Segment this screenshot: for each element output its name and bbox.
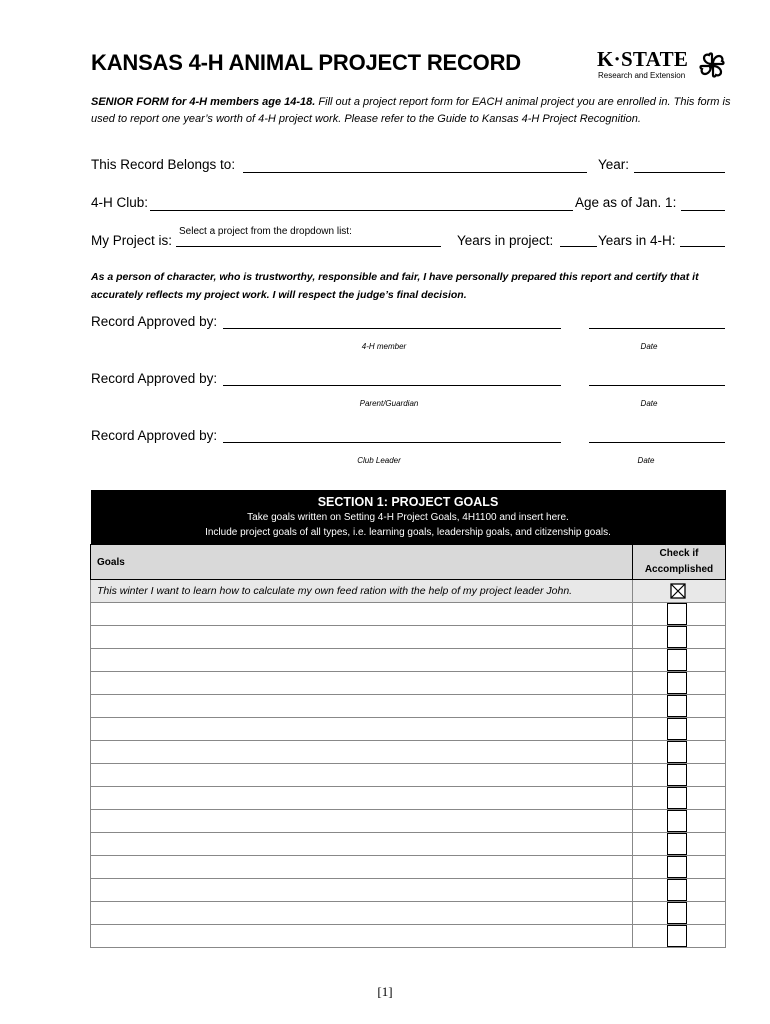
goal-input-cell[interactable] — [91, 925, 633, 948]
clover-icon — [698, 51, 726, 79]
check-cell — [633, 718, 726, 741]
approval-signature-parent[interactable] — [223, 385, 561, 386]
accomplished-checkbox[interactable] — [667, 649, 687, 671]
project-goals-table — [90, 490, 726, 948]
goal-input-cell[interactable] — [91, 695, 633, 718]
section-header — [91, 490, 726, 545]
table-row — [91, 649, 726, 672]
goal-input-cell[interactable] — [91, 764, 633, 787]
check-cell — [633, 810, 726, 833]
goals-column-header: Goals — [91, 545, 633, 580]
table-row — [91, 741, 726, 764]
check-cell — [633, 603, 726, 626]
goal-input-cell[interactable] — [91, 626, 633, 649]
goal-input-cell[interactable] — [91, 879, 633, 902]
check-cell — [633, 764, 726, 787]
approval-date-caption-leader: Date — [637, 456, 655, 465]
goal-input-cell[interactable] — [91, 672, 633, 695]
table-row — [91, 672, 726, 695]
goal-input-cell[interactable] — [91, 741, 633, 764]
section-instruction-2: Include project goals of all types, i.e. learning goals, leadership goals, and citizenship goals. — [205, 527, 611, 538]
section-instruction-1: Take goals written on Setting 4-H Project Goals, 4H1100 and insert here. — [247, 512, 569, 523]
record-belongs-label: This Record Belongs to: — [91, 157, 236, 172]
kstate-logo — [597, 47, 727, 83]
approval-caption-leader: Club Leader — [357, 456, 401, 465]
empty-goal-rows — [91, 603, 726, 948]
goal-input-cell[interactable] — [91, 902, 633, 925]
accomplished-checkbox[interactable] — [667, 879, 687, 901]
table-row — [91, 925, 726, 948]
years-in-4h-input[interactable] — [680, 246, 725, 247]
check-cell — [633, 925, 726, 948]
check-cell — [633, 879, 726, 902]
intro-bold: SENIOR FORM for 4-H members age 14-18. — [91, 96, 316, 108]
table-row — [91, 810, 726, 833]
check-cell — [633, 580, 726, 603]
logo-text: K·STATE — [597, 47, 689, 71]
check-cell — [633, 833, 726, 856]
accomplished-checkbox[interactable] — [667, 833, 687, 855]
logo-subtext: Research and Extension — [598, 71, 686, 80]
year-label: Year: — [598, 157, 630, 172]
project-dropdown[interactable] — [176, 246, 441, 247]
age-label: Age as of Jan. 1: — [575, 195, 677, 210]
page-number: [1] — [377, 984, 393, 999]
goal-input-cell[interactable] — [91, 810, 633, 833]
years-in-4h-label: Years in 4-H: — [598, 233, 676, 248]
accomplished-checkbox[interactable] — [667, 672, 687, 694]
years-in-project-label: Years in project: — [457, 233, 554, 248]
approval-date-parent[interactable] — [589, 385, 725, 386]
goal-input-cell[interactable] — [91, 787, 633, 810]
table-row — [91, 902, 726, 925]
section-title: SECTION 1: PROJECT GOALS — [317, 495, 499, 509]
approval-label-member: Record Approved by: — [91, 314, 218, 329]
accomplished-checkbox[interactable] — [667, 603, 687, 625]
svg-text:H: H — [708, 63, 714, 71]
check-cell — [633, 741, 726, 764]
accomplished-checkbox[interactable] — [667, 787, 687, 809]
check-cell — [633, 672, 726, 695]
table-row — [91, 695, 726, 718]
accomplished-checkbox[interactable] — [667, 902, 687, 924]
table-row — [91, 718, 726, 741]
project-dropdown-hint: Select a project from the dropdown list: — [179, 226, 352, 237]
goal-input-cell[interactable] — [91, 649, 633, 672]
accomplished-checkbox[interactable] — [667, 718, 687, 740]
accomplished-checkbox[interactable] — [667, 626, 687, 648]
intro-text — [91, 94, 731, 128]
check-cell — [633, 787, 726, 810]
approval-date-leader[interactable] — [589, 442, 725, 443]
check-cell — [633, 902, 726, 925]
approval-date-member[interactable] — [589, 328, 725, 329]
accomplished-checkbox[interactable] — [667, 764, 687, 786]
check-cell — [633, 695, 726, 718]
table-row — [91, 764, 726, 787]
goal-input-cell[interactable] — [91, 833, 633, 856]
table-row — [91, 833, 726, 856]
approval-signature-member[interactable] — [223, 328, 561, 329]
goal-input-cell[interactable] — [91, 603, 633, 626]
year-input-line[interactable] — [634, 172, 725, 173]
approval-label-parent: Record Approved by: — [91, 371, 218, 386]
approval-date-caption-parent: Date — [640, 399, 658, 408]
approval-date-caption-member: Date — [640, 342, 658, 351]
approval-label-leader: Record Approved by: — [91, 428, 218, 443]
name-input-line[interactable] — [243, 172, 587, 173]
certification-statement: As a person of character, who is trustworthy, responsible and fair, I have personally prepared this report and certify that it accurately reflects my project work. I will respect the judge’s final decision. — [91, 271, 699, 301]
project-label: My Project is: — [91, 233, 173, 248]
table-row — [91, 787, 726, 810]
check-column-header: Check if Accomplished — [633, 545, 726, 580]
approval-signature-leader[interactable] — [223, 442, 561, 443]
page-title: KANSAS 4-H ANIMAL PROJECT RECORD — [91, 50, 521, 75]
club-label: 4-H Club: — [91, 195, 149, 210]
club-input-line[interactable] — [150, 210, 573, 211]
goal-input-cell[interactable] — [91, 856, 633, 879]
check-cell — [633, 626, 726, 649]
approval-caption-member: 4-H member — [361, 342, 407, 351]
checked-box-icon[interactable] — [670, 583, 686, 599]
check-cell — [633, 649, 726, 672]
table-row — [91, 879, 726, 902]
accomplished-checkbox[interactable] — [667, 695, 687, 717]
goal-input-cell[interactable] — [91, 718, 633, 741]
table-row — [91, 626, 726, 649]
example-goal-cell[interactable]: This winter I want to learn how to calculate my own feed ration with the help of my project leader John. — [91, 580, 633, 603]
accomplished-checkbox[interactable] — [667, 856, 687, 878]
years-in-project-input[interactable] — [560, 246, 597, 247]
age-input-line[interactable] — [681, 210, 725, 211]
table-row — [91, 856, 726, 879]
accomplished-checkbox[interactable] — [667, 741, 687, 763]
accomplished-checkbox[interactable] — [667, 925, 687, 947]
accomplished-checkbox[interactable] — [667, 810, 687, 832]
check-cell — [633, 856, 726, 879]
intro-body: Fill out a project report form for EACH animal project you are enrolled in. This form is used to report one year’s worth of 4-H project work. Please refer to the Guide to Kansas 4-H Project Recognition. — [91, 96, 731, 125]
approval-caption-parent: Parent/Guardian — [359, 399, 419, 408]
table-row — [91, 580, 726, 603]
table-row — [91, 603, 726, 626]
